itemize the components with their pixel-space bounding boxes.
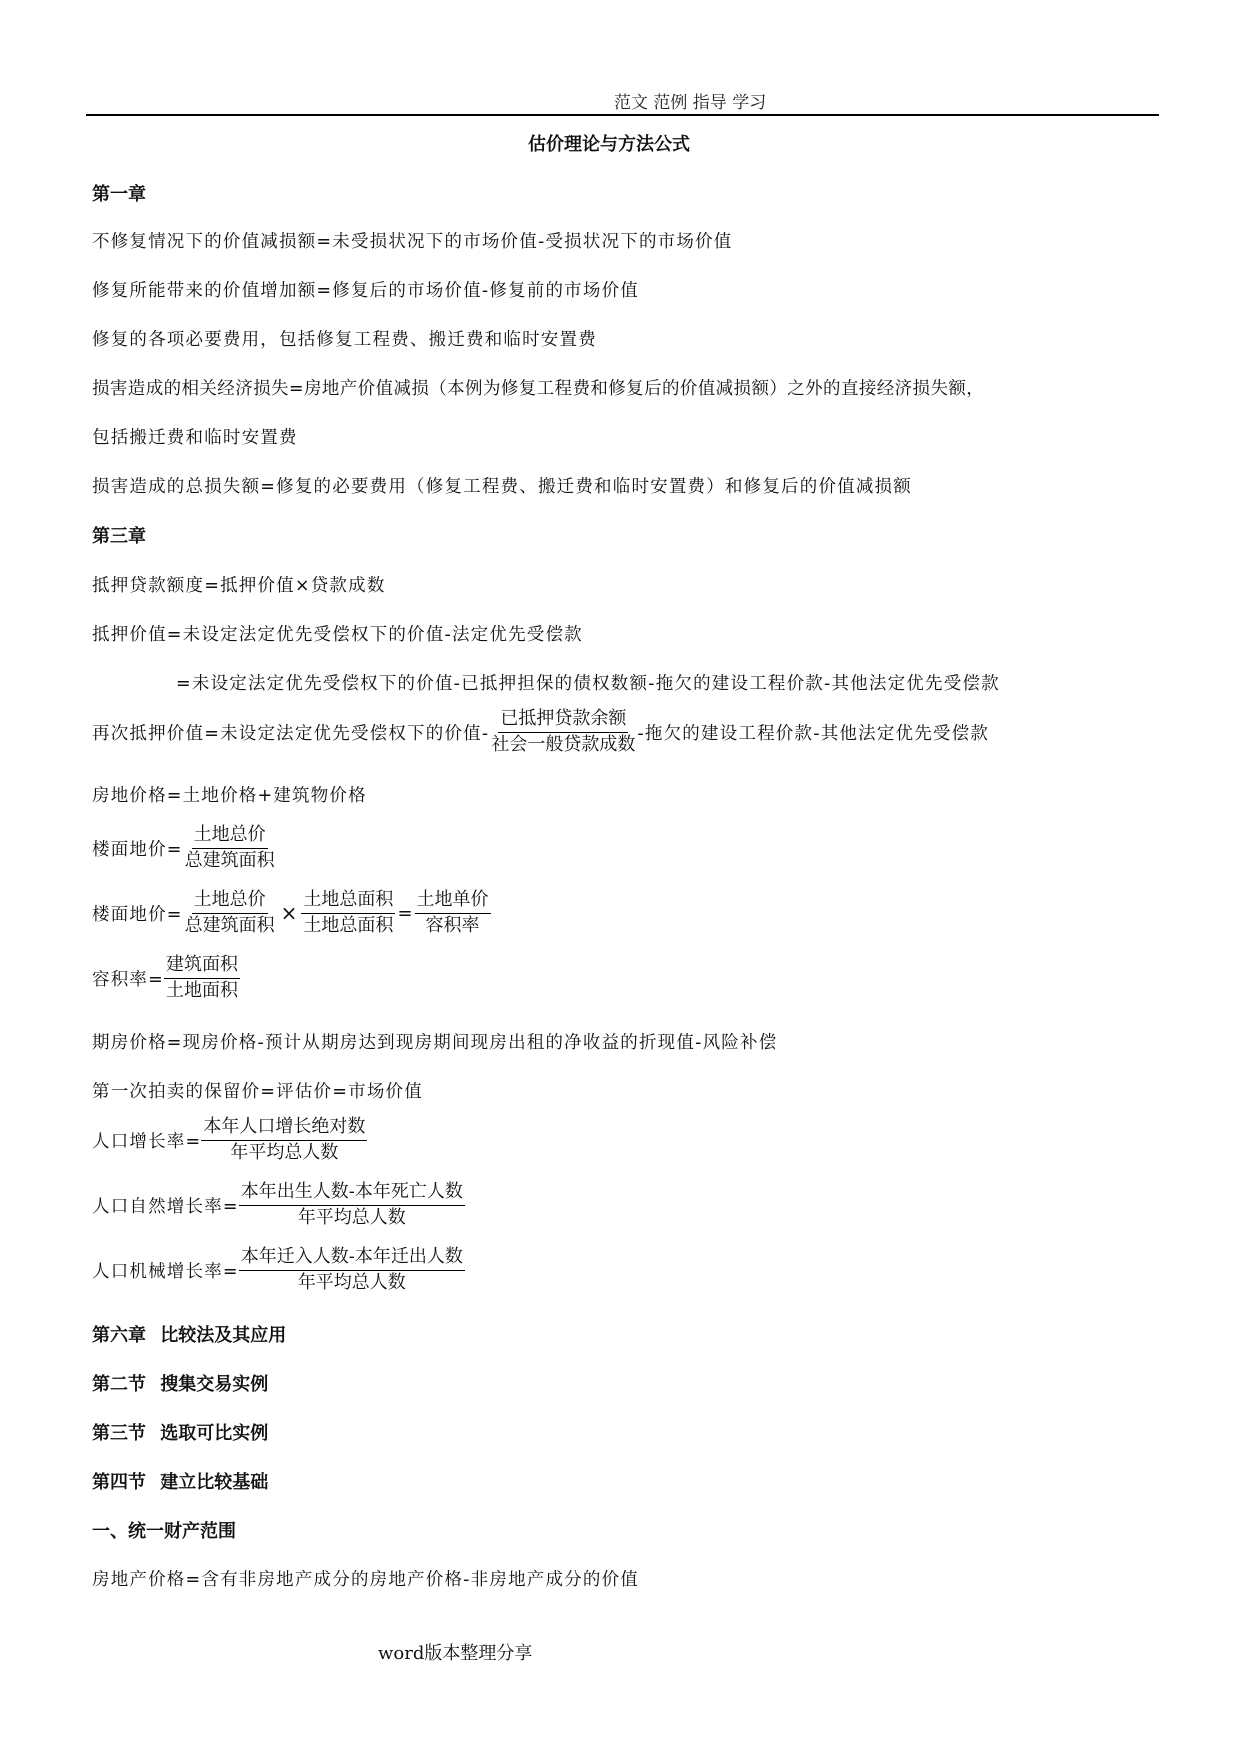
mechanical-growth-fraction [239, 1246, 465, 1294]
natural-growth-label: 人口自然增长率= [92, 1196, 239, 1217]
chapter-6-heading: 第六章 比较法及其应用 [92, 1325, 287, 1346]
population-growth-formula [92, 1116, 367, 1164]
property-price-formula: 房地产价格=含有非房地产成分的房地产价格-非房地产成分的价值 [92, 1570, 639, 1590]
mortgage-value-continued: =未设定法定优先受偿权下的价值-已抵押担保的债权数额-拖欠的建设工程价款-其他法定优先受偿款 [176, 674, 1000, 694]
mortgage-amount-formula: 抵押贷款额度=抵押价值×贷款成数 [92, 576, 386, 596]
real-estate-price-formula: 房地价格=土地价格+建筑物价格 [92, 786, 367, 806]
fraction-numerator: 土地总价 [192, 889, 268, 914]
page-header: 范文 范例 指导 学习 [614, 93, 767, 113]
fraction-denominator: 总建筑面积 [184, 914, 275, 936]
floor-price-label: 楼面地价= [92, 839, 183, 860]
fraction-denominator: 年平均总人数 [297, 1271, 406, 1293]
population-growth-fraction [201, 1116, 367, 1164]
mortgage-value-formula: 抵押价值=未设定法定优先受偿权下的价值-法定优先受偿款 [92, 625, 583, 645]
section-4-heading: 第四节 建立比较基础 [92, 1472, 269, 1493]
mechanical-growth-formula [92, 1246, 465, 1294]
remortgage-suffix: -拖欠的建设工程价款-其他法定优先受偿款 [637, 723, 990, 744]
fraction-denominator: 总建筑面积 [184, 849, 275, 871]
remortgage-prefix: 再次抵押价值=未设定法定优先受偿权下的价值- [92, 723, 490, 744]
floor-price-fraction [183, 824, 277, 872]
fraction-numerator: 土地总面积 [301, 889, 395, 914]
fraction-denominator: 容积率 [425, 914, 480, 936]
far-fraction [164, 954, 240, 1002]
remortgage-value-formula [92, 708, 989, 756]
land-total-price-fraction [183, 889, 277, 937]
fraction-numerator: 本年迁入人数-本年迁出人数 [239, 1246, 465, 1271]
ch1-line-5: 包括搬迁费和临时安置费 [92, 428, 298, 448]
remortgage-fraction [489, 708, 637, 756]
ch1-line-3: 修复的各项必要费用，包括修复工程费、搬迁费和临时安置费 [92, 330, 597, 350]
floor-price-label: 楼面地价= [92, 904, 183, 925]
document-title: 估价理论与方法公式 [528, 134, 690, 155]
ch1-line-2: 修复所能带来的价值增加额=修复后的市场价值-修复前的市场价值 [92, 281, 639, 301]
times-sign: × [280, 901, 298, 925]
far-label: 容积率= [92, 969, 164, 990]
fraction-denominator: 年平均总人数 [297, 1206, 406, 1228]
natural-growth-fraction [239, 1181, 465, 1229]
remortgage-numerator: 已抵押贷款余额 [498, 708, 628, 733]
auction-reserve-formula: 第一次拍卖的保留价=评估价=市场价值 [92, 1082, 423, 1102]
fraction-numerator: 本年出生人数-本年死亡人数 [239, 1181, 465, 1206]
future-price-formula: 期房价格=现房价格-预计从期房达到现房期间现房出租的净收益的折现值-风险补偿 [92, 1033, 778, 1053]
land-area-fraction [301, 889, 395, 937]
far-formula [92, 954, 240, 1002]
ch1-line-6: 损害造成的总损失额=修复的必要费用（修复工程费、搬迁费和临时安置费）和修复后的价值减损额 [92, 477, 912, 497]
section-3-heading: 第三节 选取可比实例 [92, 1423, 269, 1444]
fraction-numerator: 本年人口增长绝对数 [201, 1116, 367, 1141]
natural-growth-formula [92, 1181, 465, 1229]
chapter-1-heading: 第一章 [92, 184, 146, 205]
fraction-denominator: 年平均总人数 [230, 1141, 339, 1163]
subsection-1-heading: 一、统一财产范围 [92, 1521, 236, 1542]
fraction-denominator: 土地总面积 [303, 914, 394, 936]
equals-sign: = [397, 902, 413, 924]
floor-price-formula-2 [92, 889, 491, 937]
section-2-heading: 第二节 搜集交易实例 [92, 1374, 269, 1395]
fraction-numerator: 土地总价 [192, 824, 268, 849]
header-rule [86, 114, 1159, 116]
mechanical-growth-label: 人口机械增长率= [92, 1261, 239, 1282]
floor-price-formula-1 [92, 824, 277, 872]
chapter-3-heading: 第三章 [92, 526, 146, 547]
fraction-numerator: 建筑面积 [164, 954, 240, 979]
remortgage-denominator: 社会一般贷款成数 [491, 733, 636, 755]
unit-price-over-far-fraction [415, 889, 491, 937]
population-growth-label: 人口增长率= [92, 1131, 202, 1152]
fraction-denominator: 土地面积 [165, 979, 238, 1001]
ch1-line-1: 不修复情况下的价值减损额=未受损状况下的市场价值-受损状况下的市场价值 [92, 232, 733, 252]
fraction-numerator: 土地单价 [415, 889, 491, 914]
page-footer: word版本整理分享 [378, 1643, 533, 1664]
ch1-line-4: 损害造成的相关经济损失=房地产价值减损（本例为修复工程费和修复后的价值减损额）之外的直接经济损失额， [92, 379, 985, 399]
